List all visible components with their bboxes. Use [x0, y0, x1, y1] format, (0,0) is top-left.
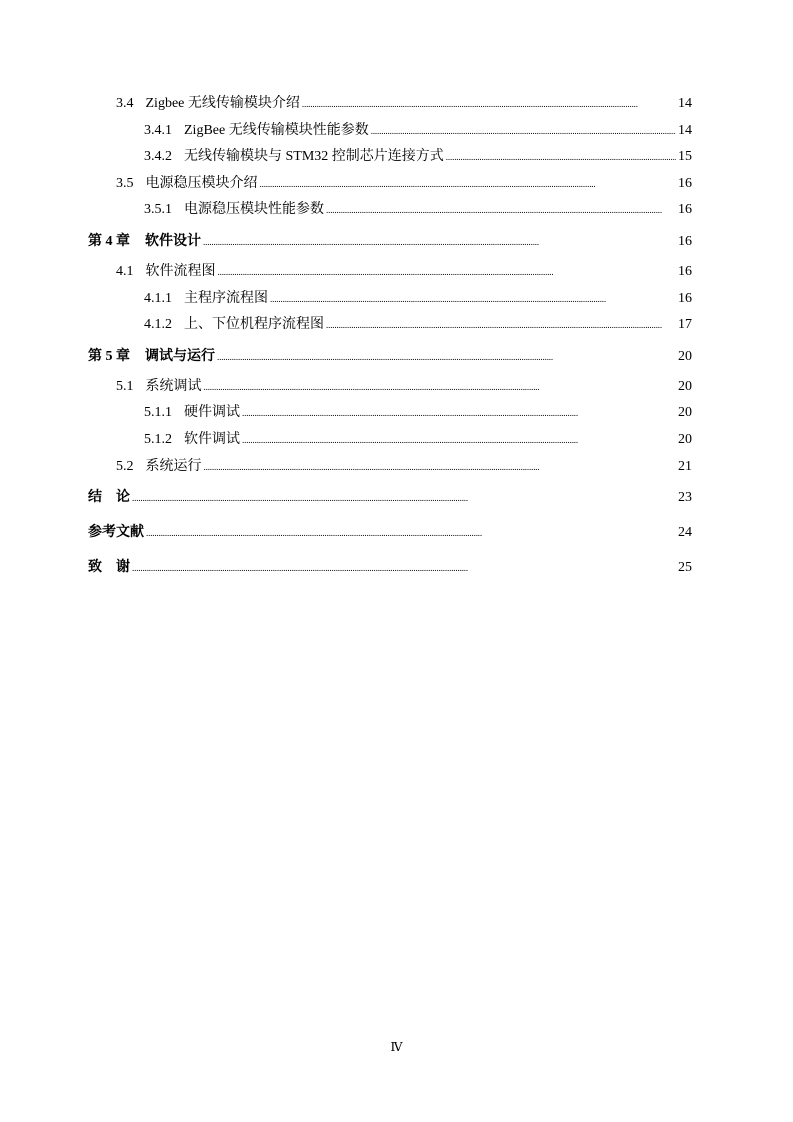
toc-entry-page: 15: [678, 149, 692, 165]
toc-entry-5-1[interactable]: [88, 374, 692, 401]
toc-entry-5-2[interactable]: [88, 454, 692, 481]
toc-dot-leader: [132, 550, 676, 586]
toc-entry-page: 21: [678, 458, 692, 474]
toc-entry-acknowledgements[interactable]: [88, 550, 692, 585]
toc-entry-title: 结 论: [88, 490, 130, 506]
toc-entry-title: 主程序流程图: [184, 290, 268, 306]
toc-entry-title: 参考文献: [88, 525, 144, 541]
toc-entry-page: 16: [678, 290, 692, 306]
toc-entry-chapter-4[interactable]: [88, 224, 692, 259]
toc-dot-leader: [132, 480, 676, 516]
toc-entry-title: 软件设计: [145, 233, 201, 249]
toc-entry-chapter-5[interactable]: [88, 339, 692, 374]
toc-entry-number: 3.5.1: [144, 202, 172, 218]
toc-dot-leader: [446, 144, 676, 171]
toc-entry-title: 软件调试: [184, 431, 240, 447]
toc-entry-title: 系统调试: [145, 378, 202, 394]
toc-dot-leader: [146, 515, 676, 551]
toc-entry-number: 5.1.2: [144, 431, 172, 447]
toc-dot-leader: [242, 400, 676, 427]
toc-entry-number: 5.1: [116, 378, 134, 394]
toc-dot-leader: [204, 374, 677, 401]
toc-dot-leader: [204, 454, 677, 481]
toc-entry-page: 16: [678, 263, 692, 279]
toc-entry-number: 3.4.1: [144, 122, 172, 138]
toc-entry-4-1-1[interactable]: [88, 286, 692, 313]
toc-entry-3-4-2[interactable]: [88, 144, 692, 171]
toc-dot-leader: [326, 312, 676, 339]
toc-entry-title: 电源稳压模块介绍: [145, 175, 258, 191]
toc-entry-page: 25: [678, 560, 692, 576]
toc-entry-title: 电源稳压模块性能参数: [184, 202, 324, 218]
toc-entry-4-1[interactable]: [88, 259, 692, 286]
toc-entry-page: 14: [678, 122, 692, 138]
toc-dot-leader: [270, 286, 676, 313]
toc-entry-page: 20: [678, 431, 692, 447]
toc-dot-leader: [260, 171, 677, 198]
toc-entry-page: 16: [678, 233, 692, 249]
toc-entry-page: 23: [678, 490, 692, 506]
toc-entry-number: 3.4: [116, 96, 134, 111]
toc-dot-leader: [326, 197, 676, 224]
toc-entry-title: 致 谢: [88, 560, 130, 576]
toc-entry-page: 17: [678, 317, 692, 333]
toc-entry-title: 上、下位机程序流程图: [184, 317, 324, 333]
page-footer: [0, 1040, 793, 1055]
toc-entry-3-5-1[interactable]: [88, 197, 692, 224]
toc-entry-3-4[interactable]: [88, 91, 692, 118]
toc-entry-references[interactable]: [88, 515, 692, 550]
toc-entry-page: 16: [678, 175, 692, 191]
toc-entry-number: 4.1.2: [144, 317, 172, 333]
toc-entry-number: 3.5: [116, 175, 134, 191]
toc-dot-leader: [371, 118, 676, 145]
toc-entry-page: 20: [678, 378, 692, 394]
toc-entry-number: 第 4 章: [88, 233, 130, 249]
toc-entry-page: 24: [678, 525, 692, 541]
toc-dot-leader: [203, 224, 676, 260]
toc-entry-page: 20: [678, 405, 692, 421]
toc-entry-page: 14: [678, 96, 692, 111]
toc-entry-title: 调试与运行: [145, 348, 215, 364]
toc-entry-number: 4.1: [116, 263, 134, 279]
toc-entry-title: 硬件调试: [184, 405, 240, 421]
toc-dot-leader: [217, 339, 676, 375]
toc-entry-title: 软件流程图: [145, 263, 216, 279]
toc-entry-3-4-1[interactable]: [88, 118, 692, 145]
page-number: Ⅳ: [390, 1040, 403, 1054]
toc-dot-leader: [302, 91, 676, 118]
toc-entry-page: 20: [678, 348, 692, 364]
toc-entry-number: 5.1.1: [144, 405, 172, 421]
toc-entry-3-5[interactable]: [88, 171, 692, 198]
table-of-contents: [88, 91, 692, 585]
toc-entry-page: 16: [678, 202, 692, 218]
toc-entry-title: 系统运行: [145, 458, 202, 474]
toc-dot-leader: [218, 259, 677, 286]
toc-entry-number: 第 5 章: [88, 348, 130, 364]
toc-entry-title: 无线传输模块与 STM32 控制芯片连接方式: [184, 149, 444, 165]
toc-entry-5-1-1[interactable]: [88, 400, 692, 427]
toc-entry-number: 3.4.2: [144, 149, 172, 165]
toc-dot-leader: [242, 427, 676, 454]
toc-entry-number: 4.1.1: [144, 290, 172, 306]
toc-entry-4-1-2[interactable]: [88, 312, 692, 339]
toc-entry-conclusion[interactable]: [88, 480, 692, 515]
toc-entry-5-1-2[interactable]: [88, 427, 692, 454]
toc-entry-title: ZigBee 无线传输模块性能参数: [184, 122, 369, 138]
toc-entry-number: 5.2: [116, 458, 134, 474]
toc-entry-title: Zigbee 无线传输模块介绍: [145, 96, 300, 111]
